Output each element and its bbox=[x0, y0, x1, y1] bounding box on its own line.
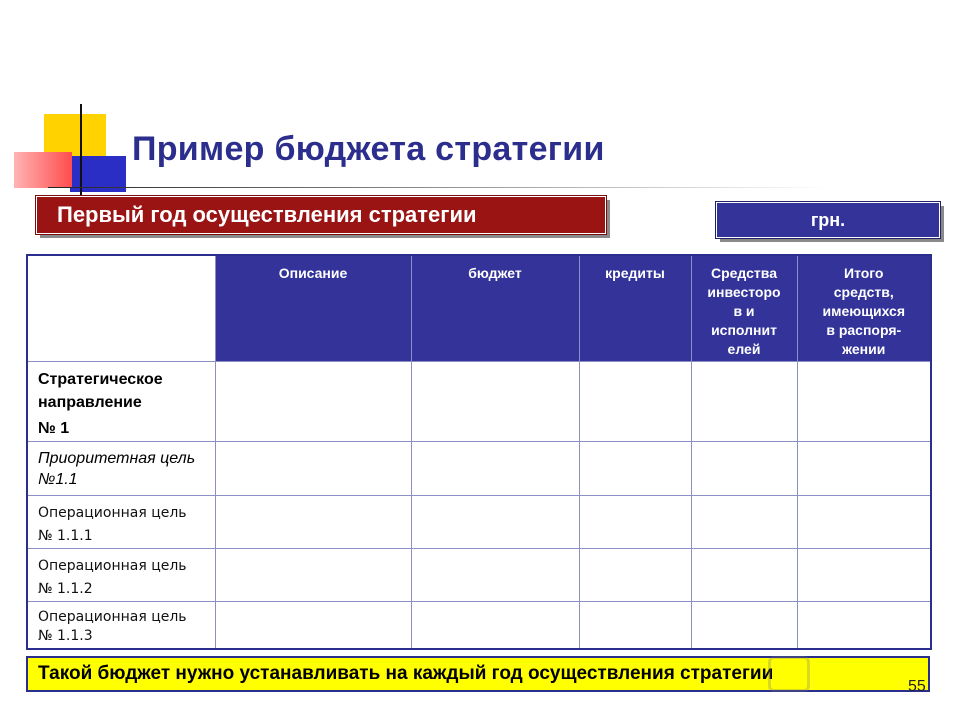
table-cell bbox=[691, 548, 797, 601]
table-cell bbox=[215, 441, 411, 495]
watermark-icon bbox=[768, 656, 810, 692]
row-label-line: Приоритетная цель bbox=[38, 449, 196, 467]
table-cell bbox=[691, 361, 797, 441]
table-cell bbox=[411, 548, 579, 601]
decor-horizontal-line bbox=[48, 187, 828, 188]
header-total-line: жении bbox=[842, 341, 886, 357]
table-cell bbox=[411, 361, 579, 441]
table-cell bbox=[411, 601, 579, 649]
header-total-line: средств, bbox=[833, 284, 894, 300]
row-label-operational bbox=[27, 601, 215, 649]
row-label-line: Операционная цель bbox=[38, 504, 187, 521]
table-cell bbox=[215, 361, 411, 441]
header-investors-line: в и bbox=[733, 303, 755, 319]
table-cell bbox=[691, 601, 797, 649]
table-row bbox=[27, 601, 931, 649]
table-cell bbox=[691, 441, 797, 495]
table-cell bbox=[797, 495, 931, 548]
row-label-line: № 1.1.3 bbox=[38, 627, 93, 644]
decor-vertical-line bbox=[80, 104, 82, 196]
row-label-line: Операционная цель bbox=[38, 608, 187, 625]
row-label-line: направление bbox=[38, 393, 142, 411]
header-credits: кредиты bbox=[579, 255, 691, 361]
header-investors-line: исполнит bbox=[711, 322, 777, 338]
table-cell bbox=[411, 495, 579, 548]
table-cell bbox=[215, 548, 411, 601]
header-investors bbox=[691, 255, 797, 361]
table-row bbox=[27, 361, 931, 441]
row-label-line: № 1.1.2 bbox=[38, 580, 93, 597]
decor-red-square bbox=[14, 152, 72, 188]
row-label-operational bbox=[27, 495, 215, 548]
row-label-strategic bbox=[27, 361, 215, 441]
header-investors-line: Средства bbox=[710, 265, 777, 281]
table-cell bbox=[691, 495, 797, 548]
table-cell bbox=[215, 495, 411, 548]
header-total-line: имеющихся bbox=[822, 303, 906, 319]
table-cell bbox=[411, 441, 579, 495]
slide-title: Пример бюджета стратегии bbox=[132, 130, 605, 168]
table-cell bbox=[579, 601, 691, 649]
header-budget: бюджет bbox=[411, 255, 579, 361]
row-label-line: Операционная цель bbox=[38, 557, 187, 574]
header-corner-cell bbox=[27, 255, 215, 361]
row-label-priority bbox=[27, 441, 215, 495]
header-total-line: Итого bbox=[844, 265, 884, 281]
table-header-row bbox=[27, 255, 931, 361]
table-cell bbox=[797, 601, 931, 649]
table-row bbox=[27, 441, 931, 495]
row-label-line: № 1 bbox=[38, 419, 70, 437]
table-cell bbox=[797, 548, 931, 601]
header-investors-line: елей bbox=[727, 341, 761, 357]
header-description: Описание bbox=[215, 255, 411, 361]
row-label-line: №1.1 bbox=[38, 470, 78, 488]
footer-banner: Такой бюджет нужно устанавливать на каждый год осуществления стратегии bbox=[26, 656, 930, 692]
header-investors-line: инвесторо bbox=[707, 284, 781, 300]
table-row bbox=[27, 548, 931, 601]
table-cell bbox=[579, 361, 691, 441]
row-label-line: Стратегическое bbox=[38, 370, 163, 388]
header-total-line: в распоря- bbox=[826, 322, 902, 338]
header-total bbox=[797, 255, 931, 361]
table-cell bbox=[579, 495, 691, 548]
page-number: 55 bbox=[908, 678, 926, 695]
table-cell bbox=[215, 601, 411, 649]
row-label-line: № 1.1.1 bbox=[38, 527, 93, 544]
table-cell bbox=[797, 361, 931, 441]
currency-badge: грн. bbox=[716, 202, 940, 238]
table-cell bbox=[579, 441, 691, 495]
year-banner: Первый год осуществления стратегии bbox=[36, 196, 606, 234]
budget-table bbox=[26, 254, 932, 650]
table-cell bbox=[797, 441, 931, 495]
table-cell bbox=[579, 548, 691, 601]
row-label-operational bbox=[27, 548, 215, 601]
table-row bbox=[27, 495, 931, 548]
